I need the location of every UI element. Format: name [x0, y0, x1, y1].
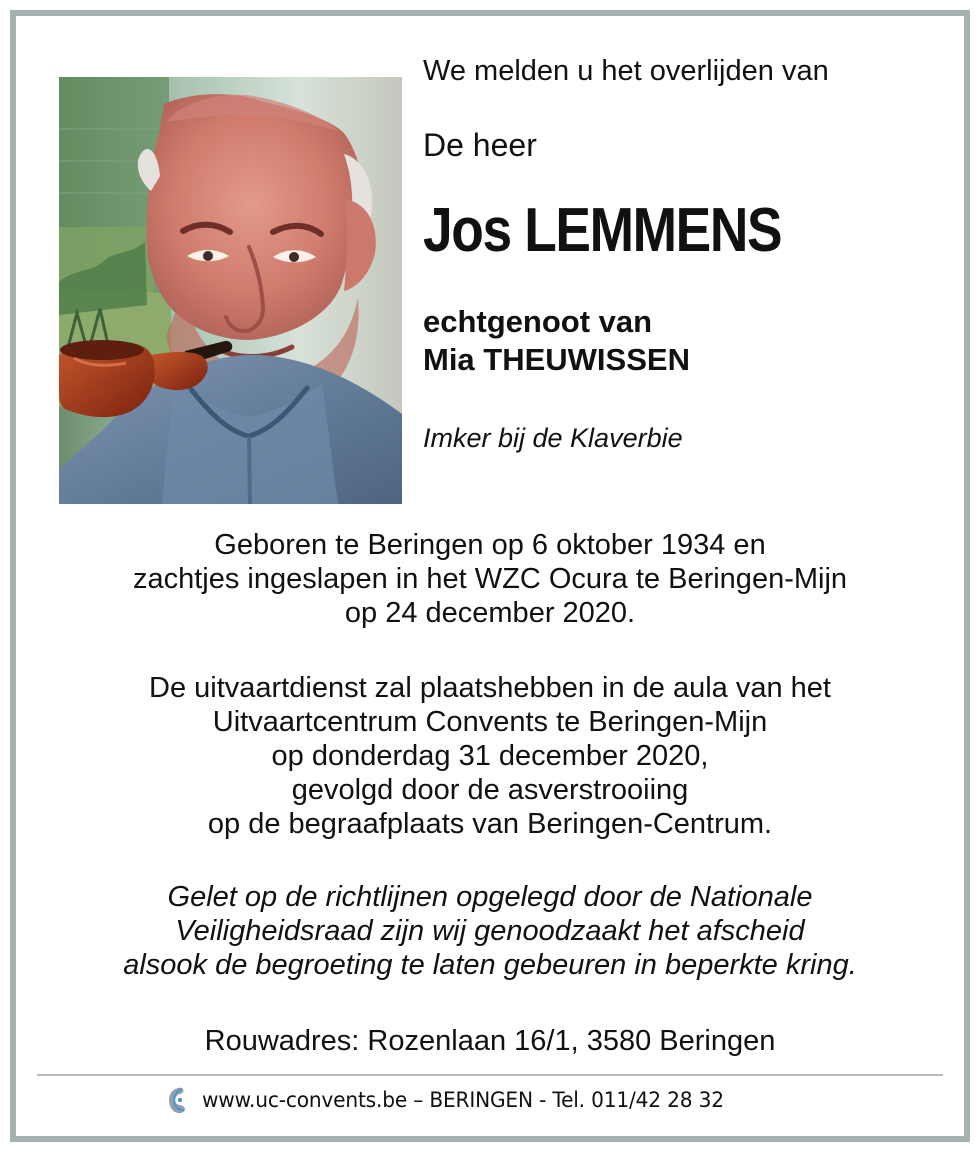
service-line-2: Uitvaartcentrum Convents te Beringen-Mijn [212, 706, 768, 738]
intro-text: We melden u het overlijden van [423, 55, 829, 87]
footer-contact-text: www.uc-convents.be – BERINGEN - Tel. 011/42 28 32 [202, 1088, 724, 1112]
portrait-illustration [59, 77, 402, 504]
deceased-name: Jos LEMMENS [423, 196, 782, 265]
restriction-note-line-2: Veiligheidsraad zijn wij genoodzaakt het afscheid [175, 915, 805, 947]
restriction-note [36, 880, 944, 982]
honorific-title: De heer [423, 127, 537, 163]
footer-divider [37, 1074, 943, 1076]
birth-death-paragraph [36, 528, 944, 630]
spouse-relation: echtgenoot van [423, 304, 653, 339]
birth-death-line-1: Geboren te Beringen op 6 oktober 1934 en [214, 529, 766, 561]
funeral-home-logo-icon [166, 1085, 188, 1115]
restriction-note-line-1: Gelet op de richtlijnen opgelegd door de Nationale [167, 881, 813, 913]
birth-death-line-2: zachtjes ingeslapen in het WZC Ocura te Beringen-Mijn [132, 563, 848, 595]
service-paragraph [36, 671, 944, 841]
occupation-text: Imker bij de Klaverbie [423, 423, 683, 453]
footer-contact [166, 1083, 746, 1117]
service-line-3: op donderdag 31 december 2020, [271, 740, 709, 772]
portrait-photo [59, 77, 402, 504]
spouse-block [423, 303, 690, 379]
service-line-1: De uitvaartdienst zal plaatshebben in de aula van het [149, 672, 831, 704]
birth-death-line-3: op 24 december 2020. [344, 597, 636, 629]
condolence-address: Rouwadres: Rozenlaan 16/1, 3580 Beringen [204, 1025, 776, 1057]
service-line-5: op de begraafplaats van Beringen-Centrum. [207, 808, 773, 840]
spouse-name: Mia THEUWISSEN [423, 342, 690, 377]
restriction-note-line-3: alsook de begroeting te laten gebeuren in beperkte kring. [123, 949, 857, 981]
service-line-4: gevolgd door de asverstrooiing [291, 774, 689, 806]
